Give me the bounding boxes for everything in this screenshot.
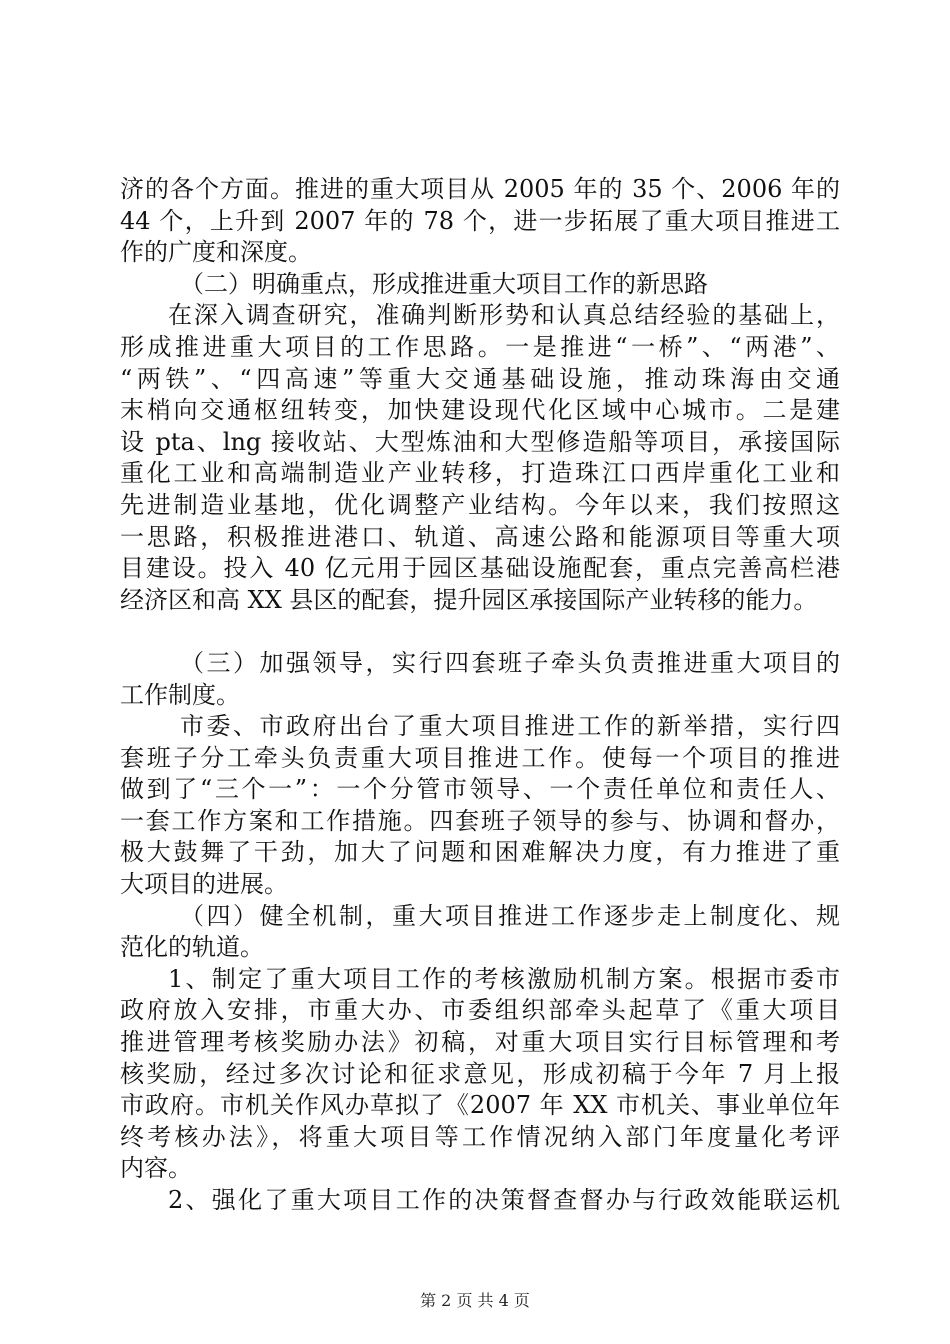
paragraph-2-line-4: 末梢向交通枢纽转变，加快建设现代化区域中心城市。二是建	[120, 396, 840, 425]
paragraph-1-line-3: 作的广度和深度。	[120, 238, 312, 267]
paragraph-4-line-6: 终考核办法》，将重大项目等工作情况纳入部门年度量化考评	[120, 1122, 840, 1151]
paragraph-2-line-1: 在深入调查研究，准确判断形势和认真总结经验的基础上，	[168, 301, 840, 330]
paragraph-2-line-7: 先进制造业基地，优化调整产业结构。今年以来，我们按照这	[120, 490, 840, 519]
paragraph-2-line-9: 目建设。投入 40 亿元用于园区基础设施配套，重点完善高栏港	[120, 554, 840, 583]
paragraph-2-line-10: 经济区和高 XX 县区的配套，提升园区承接国际产业转移的能力。	[120, 585, 818, 614]
paragraph-3-line-4: 一套工作方案和工作措施。四套班子领导的参与、协调和督办，	[120, 806, 840, 835]
section-heading-4-line-1: （四）健全机制，重大项目推进工作逐步走上制度化、规	[180, 901, 840, 930]
paragraph-3-line-5: 极大鼓舞了干劲，加大了问题和困难解决力度，有力推进了重	[120, 838, 840, 867]
paragraph-3-line-6: 大项目的进展。	[120, 870, 288, 899]
section-heading-2: （二）明确重点，形成推进重大项目工作的新思路	[180, 269, 708, 298]
paragraph-1-line-2: 44 个，上升到 2007 年的 78 个，进一步拓展了重大项目推进工	[120, 206, 840, 235]
paragraph-3-line-1: 市委、市政府出台了重大项目推进工作的新举措，实行四	[180, 712, 840, 741]
paragraph-4-line-1: 1、制定了重大项目工作的考核激励机制方案。根据市委市	[168, 964, 840, 993]
paragraph-spacer	[120, 616, 840, 648]
paragraph-2-line-3: “两铁”、“四高速”等重大交通基础设施，推动珠海由交通	[120, 364, 840, 393]
paragraph-4-line-2: 政府放入安排，市重大办、市委组织部牵头起草了《重大项目	[120, 996, 840, 1025]
paragraph-4-line-5: 市政府。市机关作风办草拟了《2007 年 XX 市机关、事业单位年	[120, 1091, 840, 1120]
paragraph-2-line-2: 形成推进重大项目的工作思路。一是推进“一桥”、“两港”、	[120, 332, 840, 361]
section-heading-4-line-2: 范化的轨道。	[120, 933, 264, 962]
paragraph-4-line-7: 内容。	[120, 1154, 192, 1183]
section-heading-3-line-1: （三）加强领导，实行四套班子牵头负责推进重大项目的	[180, 648, 840, 677]
page-footer: 第 2 页 共 4 页	[420, 1291, 530, 1310]
paragraph-2-line-5: 设 pta、lng 接收站、大型炼油和大型修造船等项目，承接国际	[120, 427, 840, 456]
paragraph-2-line-6: 重化工业和高端制造业产业转移，打造珠江口西岸重化工业和	[120, 459, 840, 488]
section-heading-3-line-2: 工作制度。	[120, 680, 240, 709]
paragraph-4-line-4: 核奖励，经过多次讨论和征求意见，形成初稿于今年 7 月上报	[120, 1059, 840, 1088]
paragraph-1-line-1: 济的各个方面。推进的重大项目从 2005 年的 35 个、2006 年的	[120, 175, 840, 203]
paragraph-3-line-2: 套班子分工牵头负责重大项目推进工作。使每一个项目的推进	[120, 743, 840, 772]
document-body	[120, 174, 840, 1217]
paragraph-2-line-8: 一思路，积极推进港口、轨道、高速公路和能源项目等重大项	[120, 522, 840, 551]
paragraph-5-line-1: 2、强化了重大项目工作的决策督查督办与行政效能联运机	[168, 1186, 840, 1214]
paragraph-3-line-3: 做到了“三个一”：一个分管市领导、一个责任单位和责任人、	[120, 775, 840, 804]
paragraph-4-line-3: 推进管理考核奖励办法》初稿，对重大项目实行目标管理和考	[120, 1028, 840, 1057]
